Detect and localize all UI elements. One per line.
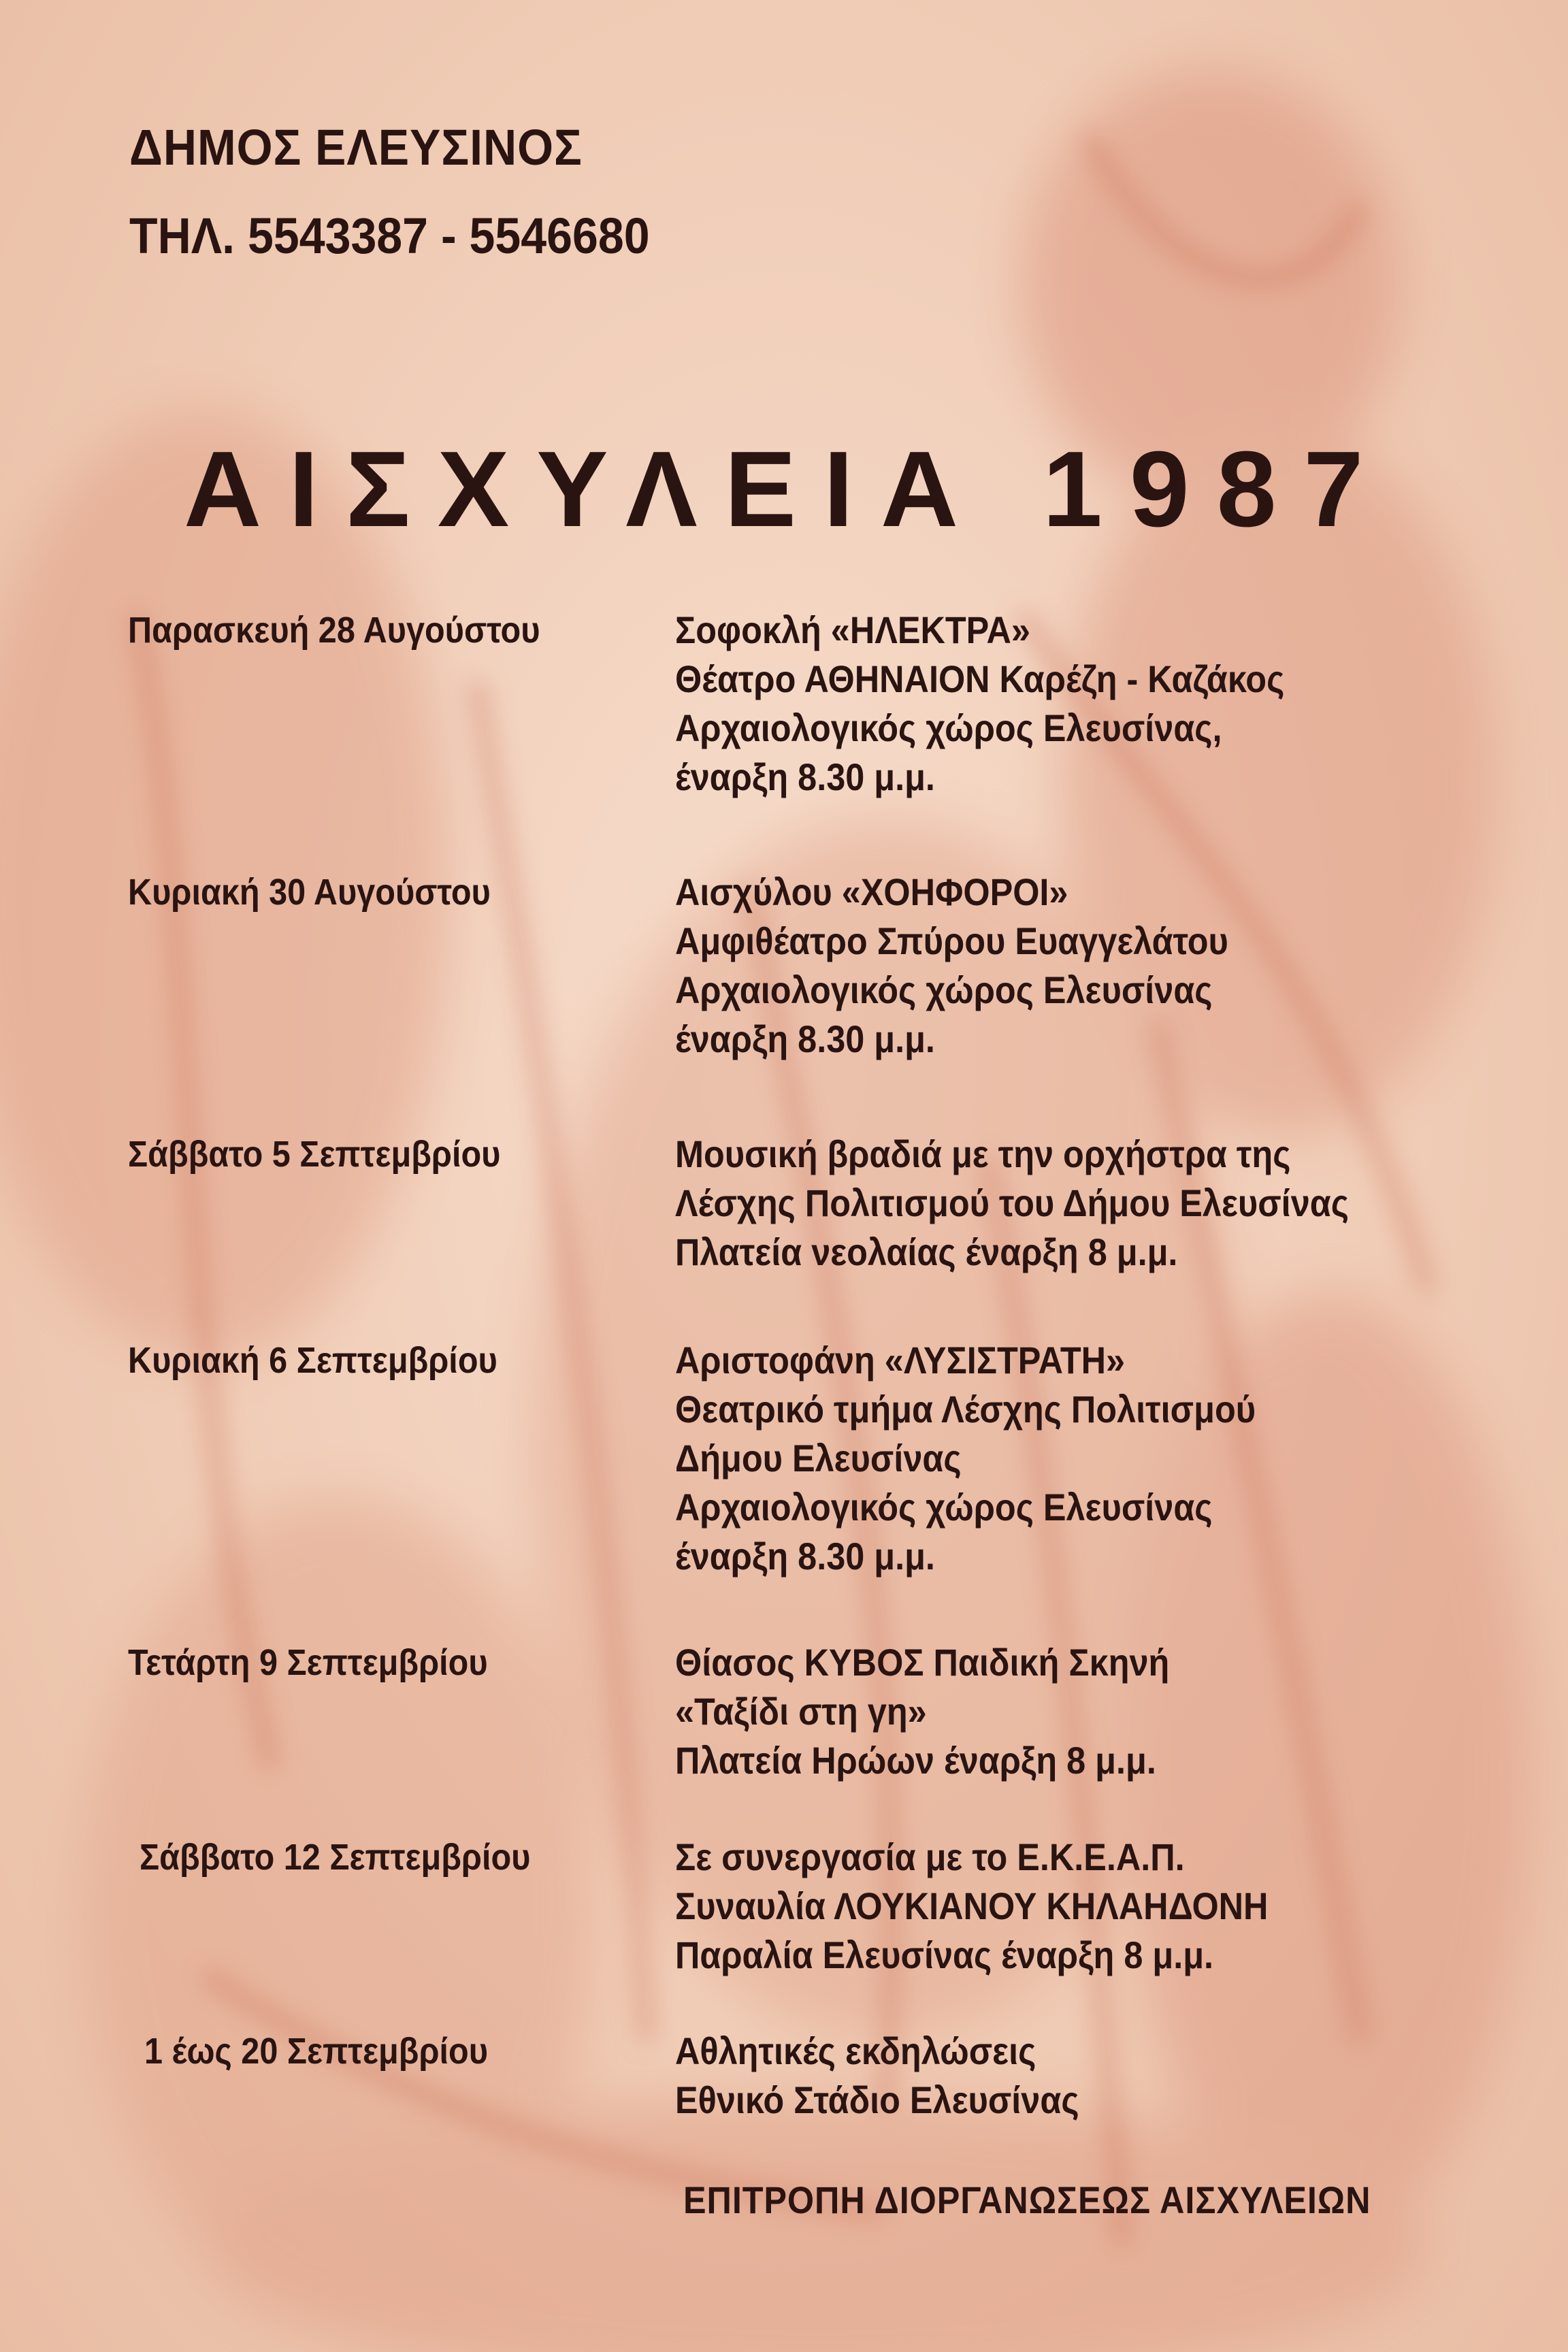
event-date: Σάββατο 5 Σεπτεμβρίου — [128, 1134, 501, 1175]
event-date: Σάββατο 12 Σεπτεμβρίου — [140, 1837, 531, 1878]
event-line: έναρξη 8.30 μ.μ. — [675, 1017, 935, 1060]
event-line: Πλατεία νεολαίας έναρξη 8 μ.μ. — [675, 1230, 1178, 1273]
event-line: Αρχαιολογικός χώρος Ελευσίνας — [675, 1486, 1213, 1529]
event-line: Θεατρικό τμήμα Λέσχης Πολιτισμού — [675, 1388, 1256, 1431]
event-details — [675, 1130, 1424, 1277]
event-line: έναρξη 8.30 μ.μ. — [675, 1535, 935, 1578]
poster-title: ΑΙΣΧΥΛΕΙΑ 1987 — [184, 429, 1391, 549]
event-details — [675, 2027, 1124, 2125]
event-line: Θέατρο ΑΘΗΝΑΙΟΝ Καρέζη - Καζάκος — [675, 657, 1285, 700]
event-details — [675, 1833, 1334, 1980]
event-date: Κυριακή 30 Αυγούστου — [128, 872, 491, 913]
event-line: Αμφιθέατρο Σπύρου Ευαγγελάτου — [675, 919, 1228, 962]
event-line: Σοφοκλή «ΗΛΕΚΤΡΑ» — [675, 608, 1030, 651]
event-line: Πλατεία Ηρώων έναρξη 8 μ.μ. — [675, 1739, 1156, 1782]
event-details — [675, 868, 1290, 1064]
event-details — [675, 1638, 1224, 1785]
organizing-committee: ΕΠΙΤΡΟΠΗ ΔΙΟΡΓΑΝΩΣΕΩΣ ΑΙΣΧΥΛΕΙΩΝ — [683, 2178, 1371, 2221]
event-line: Μουσική βραδιά με την ορχήστρα της — [675, 1132, 1291, 1175]
event-line: Αρχαιολογικός χώρος Ελευσίνας, — [675, 706, 1222, 749]
municipality-name: ΔΗΜΟΣ ΕΛΕΥΣΙΝΟΣ — [129, 119, 583, 176]
event-line: Αριστοφάνη «ΛΥΣΙΣΤΡΑΤΗ» — [675, 1339, 1126, 1382]
event-line: Αρχαιολογικός χώρος Ελευσίνας — [675, 968, 1213, 1011]
event-line: Εθνικό Στάδιο Ελευσίνας — [675, 2078, 1079, 2121]
event-line: Παραλία Ελευσίνας έναρξη 8 μ.μ. — [675, 1933, 1214, 1976]
event-details — [675, 1336, 1320, 1581]
event-line: Συναυλία ΛΟΥΚΙΑΝΟΥ ΚΗΛΑΗΔΟΝΗ — [675, 1884, 1269, 1927]
event-line: Θίασος ΚΥΒΟΣ Παιδική Σκηνή — [675, 1641, 1170, 1684]
event-line: Αθλητικές εκδηλώσεις — [675, 2029, 1036, 2072]
event-line: Αισχύλου «ΧΟΗΦΟΡΟΙ» — [675, 870, 1068, 913]
event-line: «Ταξίδι στη γη» — [675, 1690, 927, 1733]
phone-numbers: ΤΗΛ. 5543387 - 5546680 — [129, 208, 650, 264]
event-date: Κυριακή 6 Σεπτεμβρίου — [128, 1340, 497, 1381]
event-line: Σε συνεργασία με το Ε.Κ.Ε.Α.Π. — [675, 1835, 1185, 1878]
event-date: 1 έως 20 Σεπτεμβρίου — [144, 2031, 488, 2072]
event-date: Παρασκευή 28 Αυγούστου — [128, 610, 540, 651]
event-line: Λέσχης Πολιτισμού του Δήμου Ελευσίνας — [675, 1181, 1349, 1224]
event-date: Τετάρτη 9 Σεπτεμβρίου — [128, 1642, 488, 1683]
event-line: έναρξη 8.30 μ.μ. — [675, 755, 935, 798]
event-details — [675, 606, 1352, 802]
event-line: Δήμου Ελευσίνας — [675, 1437, 962, 1480]
